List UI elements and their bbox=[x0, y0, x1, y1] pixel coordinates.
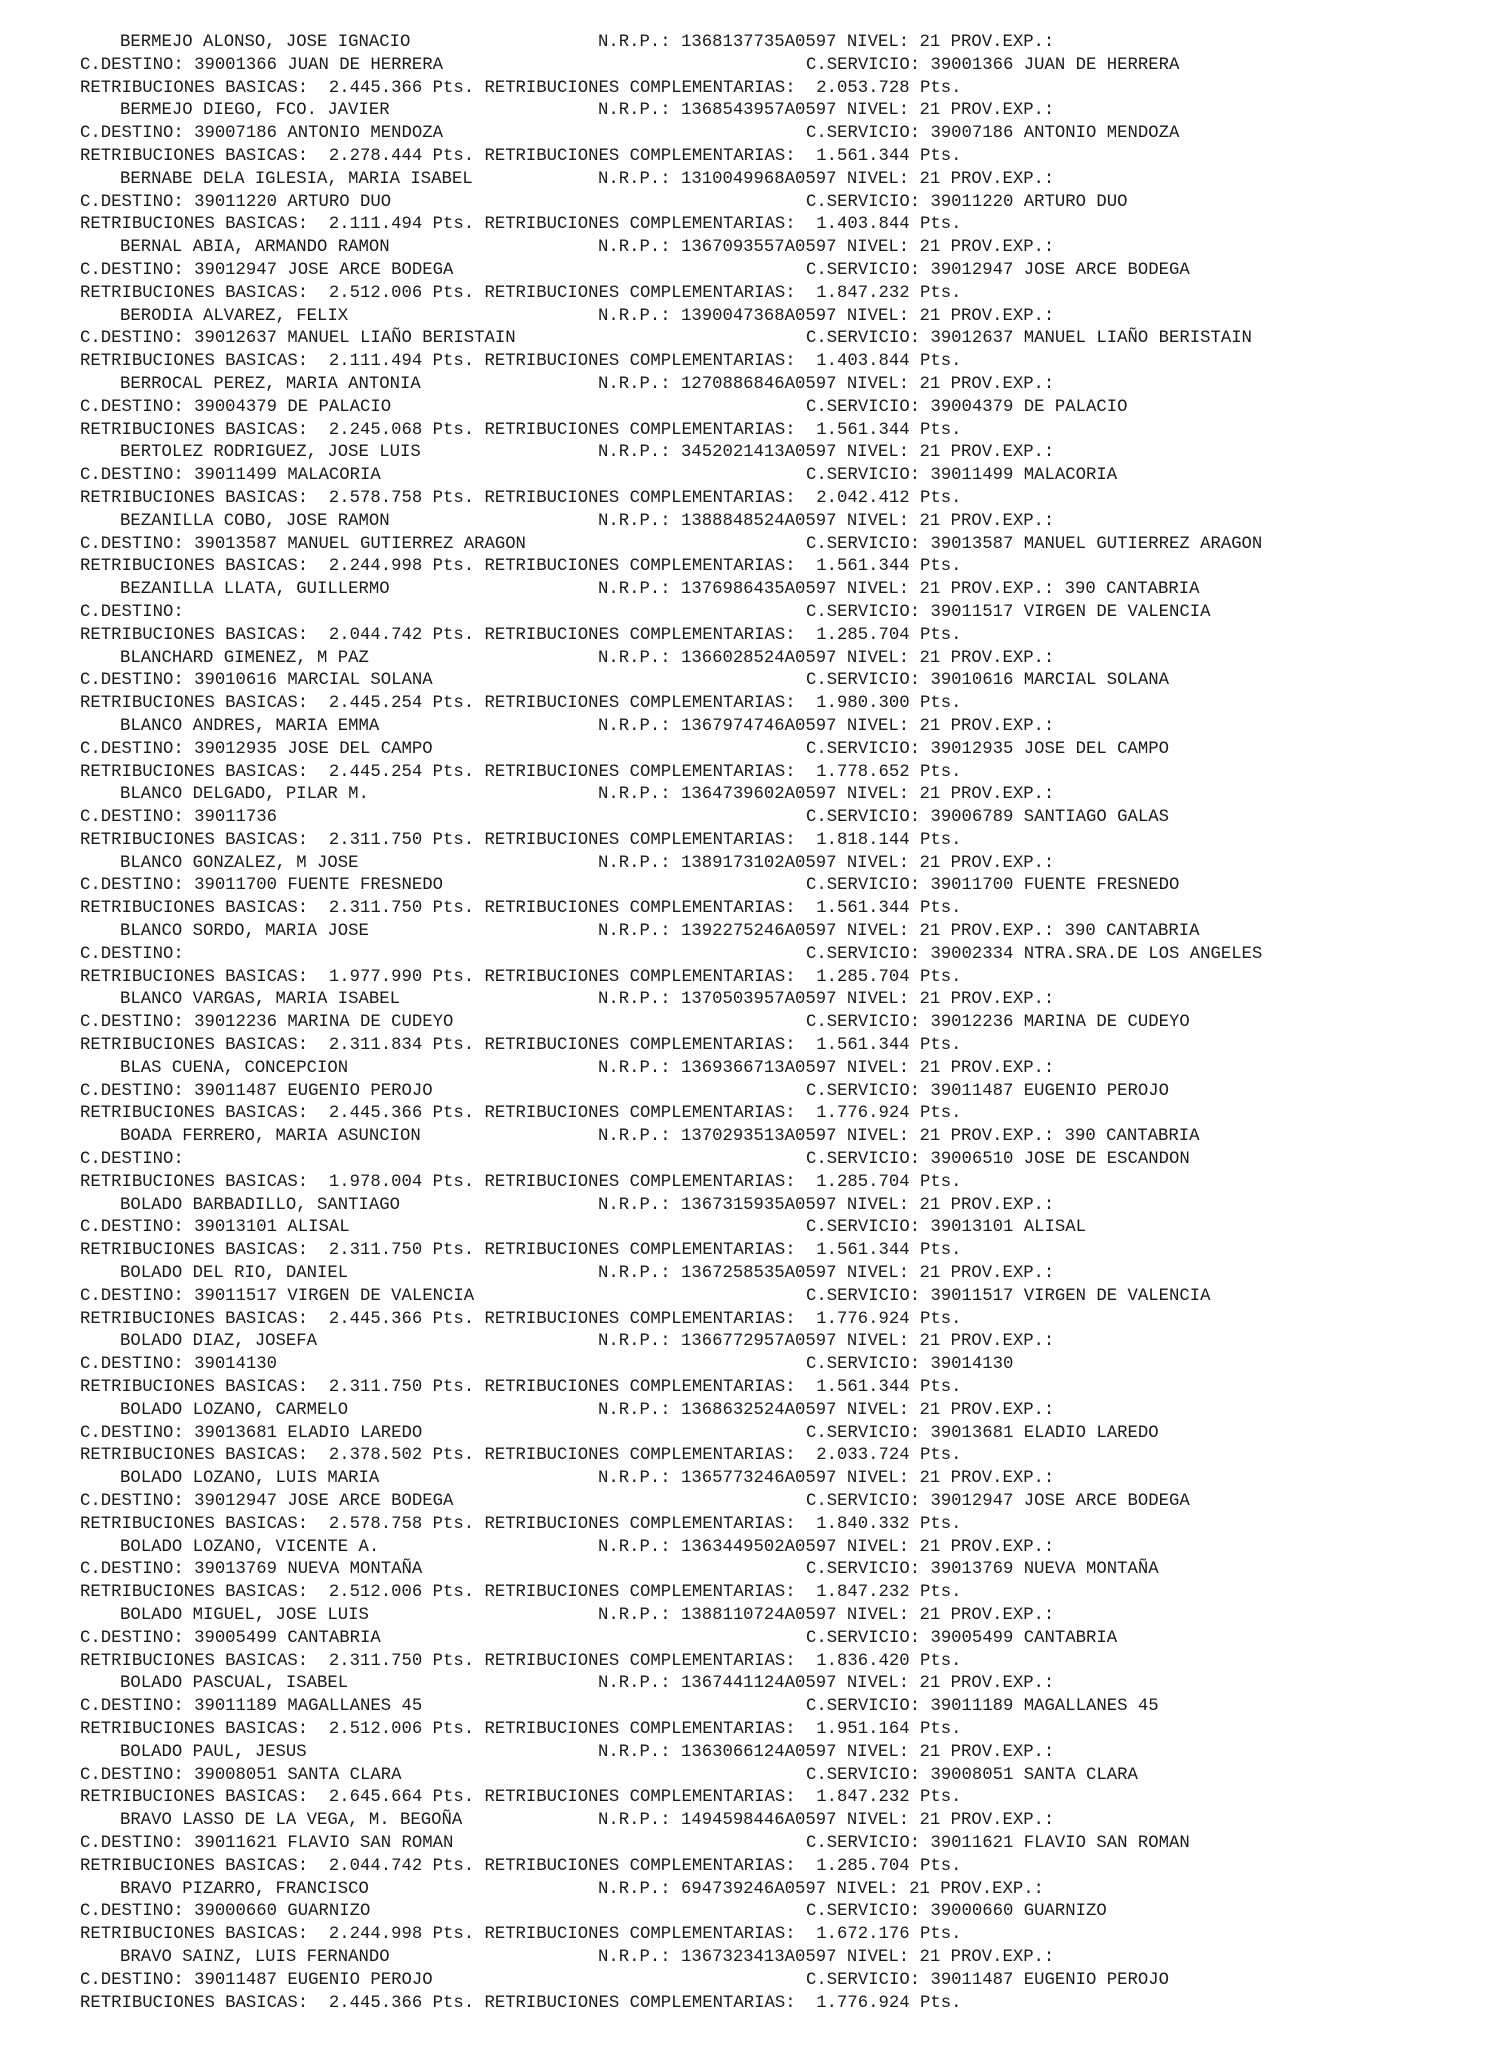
record bbox=[0, 1195, 1504, 1263]
servicio: C.SERVICIO: 39014130 bbox=[806, 1355, 1014, 1375]
record-centre-line bbox=[0, 1149, 1504, 1172]
record-pay-line bbox=[0, 1582, 1504, 1605]
servicio: C.SERVICIO: 39010616 MARCIAL SOLANA bbox=[806, 671, 1169, 691]
record-header-line bbox=[0, 1400, 1504, 1423]
employee-name: BERNABE DELA IGLESIA, MARIA ISABEL bbox=[120, 169, 473, 189]
record bbox=[0, 1810, 1504, 1878]
record-pay-line bbox=[0, 1924, 1504, 1947]
record-centre-line bbox=[0, 534, 1504, 557]
record-centre-line bbox=[0, 55, 1504, 78]
record-header-line bbox=[0, 1742, 1504, 1765]
destino: C.DESTINO: 39011736 bbox=[80, 808, 278, 828]
servicio: C.SERVICIO: 39006789 SANTIAGO GALAS bbox=[806, 808, 1169, 828]
record-centre-line bbox=[0, 1970, 1504, 1993]
employee-name: BOLADO LOZANO, VICENTE A. bbox=[120, 1537, 380, 1557]
record-header-line bbox=[0, 648, 1504, 671]
retribuciones: RETRIBUCIONES BASICAS: 2.645.664 Pts. RETRIBUCIONES COMPLEMENTARIAS: 1.847.232 Pts. bbox=[80, 1788, 962, 1808]
record bbox=[0, 1331, 1504, 1399]
record-centre-line bbox=[0, 1012, 1504, 1035]
record-pay-line bbox=[0, 78, 1504, 101]
record bbox=[0, 1468, 1504, 1536]
nrp-nivel-prov: N.R.P.: 694739246A0597 NIVEL: 21 PROV.EXP.: bbox=[598, 1879, 1044, 1899]
employee-name: BLANCO VARGAS, MARIA ISABEL bbox=[120, 990, 401, 1010]
record-pay-line bbox=[0, 420, 1504, 443]
record-centre-line bbox=[0, 1696, 1504, 1719]
employee-name: BERMEJO DIEGO, FCO. JAVIER bbox=[120, 101, 390, 121]
record-centre-line bbox=[0, 602, 1504, 625]
record-centre-line bbox=[0, 807, 1504, 830]
record-header-line bbox=[0, 237, 1504, 260]
record-centre-line bbox=[0, 1765, 1504, 1788]
record-header-line bbox=[0, 1605, 1504, 1628]
employee-name: BOLADO PAUL, JESUS bbox=[120, 1742, 307, 1762]
employee-name: BOLADO DIAZ, JOSEFA bbox=[120, 1332, 318, 1352]
record bbox=[0, 1605, 1504, 1673]
record bbox=[0, 237, 1504, 305]
employee-name: BLANCO SORDO, MARIA JOSE bbox=[120, 922, 369, 942]
servicio: C.SERVICIO: 39011517 VIRGEN DE VALENCIA bbox=[806, 602, 1211, 622]
record-header-line bbox=[0, 100, 1504, 123]
destino: C.DESTINO: 39011487 EUGENIO PEROJO bbox=[80, 1081, 433, 1101]
record-centre-line bbox=[0, 123, 1504, 146]
nrp-nivel-prov: N.R.P.: 1370503957A0597 NIVEL: 21 PROV.EXP.: bbox=[598, 990, 1055, 1010]
employee-name: BLANCO ANDRES, MARIA EMMA bbox=[120, 716, 380, 736]
record-centre-line bbox=[0, 944, 1504, 967]
employee-name: BOLADO LOZANO, LUIS MARIA bbox=[120, 1469, 380, 1489]
servicio: C.SERVICIO: 39012236 MARINA DE CUDEYO bbox=[806, 1013, 1190, 1033]
nrp-nivel-prov: N.R.P.: 1370293513A0597 NIVEL: 21 PROV.EXP.: 390 CANTABRIA bbox=[598, 1127, 1200, 1147]
servicio: C.SERVICIO: 39012947 JOSE ARCE BODEGA bbox=[806, 260, 1190, 280]
record-centre-line bbox=[0, 1217, 1504, 1240]
servicio: C.SERVICIO: 39006510 JOSE DE ESCANDON bbox=[806, 1150, 1190, 1170]
retribuciones: RETRIBUCIONES BASICAS: 2.044.742 Pts. RETRIBUCIONES COMPLEMENTARIAS: 1.285.704 Pts. bbox=[80, 1856, 962, 1876]
record-pay-line bbox=[0, 1172, 1504, 1195]
nrp-nivel-prov: N.R.P.: 1363066124A0597 NIVEL: 21 PROV.EXP.: bbox=[598, 1742, 1055, 1762]
destino: C.DESTINO: 39012947 JOSE ARCE BODEGA bbox=[80, 1492, 454, 1511]
record-centre-line bbox=[0, 1901, 1504, 1924]
servicio: C.SERVICIO: 39013681 ELADIO LAREDO bbox=[806, 1423, 1159, 1443]
destino: C.DESTINO: bbox=[80, 602, 184, 622]
record-centre-line bbox=[0, 1286, 1504, 1309]
retribuciones: RETRIBUCIONES BASICAS: 2.578.758 Pts. RETRIBUCIONES COMPLEMENTARIAS: 2.042.412 Pts. bbox=[80, 488, 962, 508]
nrp-nivel-prov: N.R.P.: 1364739602A0597 NIVEL: 21 PROV.EXP.: bbox=[598, 785, 1055, 805]
destino: C.DESTINO: 39001366 JUAN DE HERRERA bbox=[80, 55, 443, 75]
retribuciones: RETRIBUCIONES BASICAS: 2.445.366 Pts. RETRIBUCIONES COMPLEMENTARIAS: 2.053.728 Pts. bbox=[80, 78, 962, 98]
employee-name: BLANCO GONZALEZ, M JOSE bbox=[120, 853, 359, 873]
record bbox=[0, 1742, 1504, 1810]
record-header-line bbox=[0, 921, 1504, 944]
destino: C.DESTINO: 39011499 MALACORIA bbox=[80, 466, 381, 486]
employee-name: BEZANILLA LLATA, GUILLERMO bbox=[120, 580, 390, 600]
record-header-line bbox=[0, 1673, 1504, 1696]
nrp-nivel-prov: N.R.P.: 1388110724A0597 NIVEL: 21 PROV.EXP.: bbox=[598, 1605, 1055, 1625]
record bbox=[0, 1058, 1504, 1126]
retribuciones: RETRIBUCIONES BASICAS: 2.245.068 Pts. RETRIBUCIONES COMPLEMENTARIAS: 1.561.344 Pts. bbox=[80, 420, 962, 440]
nrp-nivel-prov: N.R.P.: 1494598446A0597 NIVEL: 21 PROV.EXP.: bbox=[598, 1811, 1055, 1831]
nrp-nivel-prov: N.R.P.: 1366028524A0597 NIVEL: 21 PROV.EXP.: bbox=[598, 648, 1055, 668]
record-header-line bbox=[0, 1195, 1504, 1218]
record bbox=[0, 169, 1504, 237]
record-pay-line bbox=[0, 1445, 1504, 1468]
destino: C.DESTINO: 39011621 FLAVIO SAN ROMAN bbox=[80, 1833, 454, 1853]
servicio: C.SERVICIO: 39001366 JUAN DE HERRERA bbox=[806, 55, 1180, 75]
record-pay-line bbox=[0, 1993, 1504, 2016]
employee-name: BLAS CUENA, CONCEPCION bbox=[120, 1058, 349, 1078]
retribuciones: RETRIBUCIONES BASICAS: 2.512.006 Pts. RETRIBUCIONES COMPLEMENTARIAS: 1.847.232 Pts. bbox=[80, 283, 962, 303]
record bbox=[0, 853, 1504, 921]
employee-name: BOADA FERRERO, MARIA ASUNCION bbox=[120, 1127, 421, 1147]
servicio: C.SERVICIO: 39013101 ALISAL bbox=[806, 1218, 1087, 1238]
retribuciones: RETRIBUCIONES BASICAS: 1.977.990 Pts. RETRIBUCIONES COMPLEMENTARIAS: 1.285.704 Pts. bbox=[80, 967, 962, 987]
nrp-nivel-prov: N.R.P.: 1389173102A0597 NIVEL: 21 PROV.EXP.: bbox=[598, 853, 1055, 873]
retribuciones: RETRIBUCIONES BASICAS: 2.445.366 Pts. RETRIBUCIONES COMPLEMENTARIAS: 1.776.924 Pts. bbox=[80, 1993, 962, 2013]
destino: C.DESTINO: 39013769 NUEVA MONTAÑA bbox=[80, 1560, 423, 1580]
record-centre-line bbox=[0, 1423, 1504, 1446]
destino: C.DESTINO: 39004379 DE PALACIO bbox=[80, 397, 392, 417]
nrp-nivel-prov: N.R.P.: 1368543957A0597 NIVEL: 21 PROV.EXP.: bbox=[598, 101, 1055, 121]
record-header-line bbox=[0, 1947, 1504, 1970]
servicio: C.SERVICIO: 39012947 JOSE ARCE BODEGA bbox=[806, 1492, 1190, 1511]
destino: C.DESTINO: 39011220 ARTURO DUO bbox=[80, 192, 392, 212]
record-header-line bbox=[0, 306, 1504, 329]
record bbox=[0, 989, 1504, 1057]
record-header-line bbox=[0, 853, 1504, 876]
servicio: C.SERVICIO: 39000660 GUARNIZO bbox=[806, 1902, 1107, 1922]
record bbox=[0, 921, 1504, 989]
record-header-line bbox=[0, 1810, 1504, 1833]
retribuciones: RETRIBUCIONES BASICAS: 2.311.750 Pts. RETRIBUCIONES COMPLEMENTARIAS: 1.836.420 Pts. bbox=[80, 1651, 962, 1671]
servicio: C.SERVICIO: 39013769 NUEVA MONTAÑA bbox=[806, 1560, 1159, 1580]
record-pay-line bbox=[0, 1377, 1504, 1400]
destino: C.DESTINO: 39007186 ANTONIO MENDOZA bbox=[80, 124, 443, 144]
record-centre-line bbox=[0, 465, 1504, 488]
destino: C.DESTINO: 39012637 MANUEL LIAÑO BERISTAIN bbox=[80, 329, 516, 349]
record-pay-line bbox=[0, 1787, 1504, 1810]
destino: C.DESTINO: 39000660 GUARNIZO bbox=[80, 1902, 371, 1922]
employee-name: BERNAL ABIA, ARMANDO RAMON bbox=[120, 238, 390, 258]
employee-name: BOLADO DEL RIO, DANIEL bbox=[120, 1264, 349, 1284]
record-centre-line bbox=[0, 260, 1504, 283]
destino: C.DESTINO: 39011487 EUGENIO PEROJO bbox=[80, 1970, 433, 1990]
servicio: C.SERVICIO: 39011220 ARTURO DUO bbox=[806, 192, 1128, 212]
retribuciones: RETRIBUCIONES BASICAS: 2.445.254 Pts. RETRIBUCIONES COMPLEMENTARIAS: 1.778.652 Pts. bbox=[80, 762, 962, 782]
retribuciones: RETRIBUCIONES BASICAS: 2.311.750 Pts. RETRIBUCIONES COMPLEMENTARIAS: 1.561.344 Pts. bbox=[80, 1378, 962, 1398]
record-pay-line bbox=[0, 214, 1504, 237]
servicio: C.SERVICIO: 39013587 MANUEL GUTIERREZ ARAGON bbox=[806, 534, 1263, 554]
nrp-nivel-prov: N.R.P.: 1367093557A0597 NIVEL: 21 PROV.EXP.: bbox=[598, 238, 1055, 258]
record-centre-line bbox=[0, 1559, 1504, 1582]
retribuciones: RETRIBUCIONES BASICAS: 2.512.006 Pts. RETRIBUCIONES COMPLEMENTARIAS: 1.951.164 Pts. bbox=[80, 1719, 962, 1739]
record bbox=[0, 100, 1504, 168]
record-pay-line bbox=[0, 967, 1504, 990]
nrp-nivel-prov: N.R.P.: 1368137735A0597 NIVEL: 21 PROV.EXP.: bbox=[598, 33, 1055, 52]
employee-name: BOLADO MIGUEL, JOSE LUIS bbox=[120, 1605, 369, 1625]
nrp-nivel-prov: N.R.P.: 1365773246A0597 NIVEL: 21 PROV.EXP.: bbox=[598, 1469, 1055, 1489]
nrp-nivel-prov: N.R.P.: 1366772957A0597 NIVEL: 21 PROV.EXP.: bbox=[598, 1332, 1055, 1352]
record-centre-line bbox=[0, 1354, 1504, 1377]
retribuciones: RETRIBUCIONES BASICAS: 2.311.750 Pts. RETRIBUCIONES COMPLEMENTARIAS: 1.818.144 Pts. bbox=[80, 830, 962, 850]
record-pay-line bbox=[0, 1309, 1504, 1332]
destino: C.DESTINO: bbox=[80, 944, 184, 964]
retribuciones: RETRIBUCIONES BASICAS: 2.445.366 Pts. RETRIBUCIONES COMPLEMENTARIAS: 1.776.924 Pts. bbox=[80, 1104, 962, 1124]
servicio: C.SERVICIO: 39011700 FUENTE FRESNEDO bbox=[806, 876, 1180, 896]
retribuciones: RETRIBUCIONES BASICAS: 2.578.758 Pts. RETRIBUCIONES COMPLEMENTARIAS: 1.840.332 Pts. bbox=[80, 1514, 962, 1534]
record-centre-line bbox=[0, 739, 1504, 762]
record-header-line bbox=[0, 579, 1504, 602]
destino: C.DESTINO: bbox=[80, 1150, 184, 1170]
record-header-line bbox=[0, 1263, 1504, 1286]
servicio: C.SERVICIO: 39011621 FLAVIO SAN ROMAN bbox=[806, 1833, 1190, 1853]
employee-name: BRAVO LASSO DE LA VEGA, M. BEGOÑA bbox=[120, 1811, 463, 1831]
servicio: C.SERVICIO: 39011487 EUGENIO PEROJO bbox=[806, 1081, 1169, 1101]
employee-name: BRAVO PIZARRO, FRANCISCO bbox=[120, 1879, 369, 1899]
nrp-nivel-prov: N.R.P.: 1367323413A0597 NIVEL: 21 PROV.EXP.: bbox=[598, 1947, 1055, 1967]
employee-name: BERODIA ALVAREZ, FELIX bbox=[120, 306, 349, 326]
servicio: C.SERVICIO: 39011499 MALACORIA bbox=[806, 466, 1118, 486]
destino: C.DESTINO: 39013587 MANUEL GUTIERREZ ARAGON bbox=[80, 534, 526, 554]
employee-name: BOLADO BARBADILLO, SANTIAGO bbox=[120, 1195, 401, 1215]
record-header-line bbox=[0, 989, 1504, 1012]
record bbox=[0, 306, 1504, 374]
record-header-line bbox=[0, 1126, 1504, 1149]
record-pay-line bbox=[0, 351, 1504, 374]
nrp-nivel-prov: N.R.P.: 1367315935A0597 NIVEL: 21 PROV.EXP.: bbox=[598, 1195, 1055, 1215]
record-centre-line bbox=[0, 192, 1504, 215]
nrp-nivel-prov: N.R.P.: 1392275246A0597 NIVEL: 21 PROV.EXP.: 390 CANTABRIA bbox=[598, 922, 1200, 942]
destino: C.DESTINO: 39013681 ELADIO LAREDO bbox=[80, 1423, 423, 1443]
record bbox=[0, 1400, 1504, 1468]
servicio: C.SERVICIO: 39012637 MANUEL LIAÑO BERISTAIN bbox=[806, 329, 1252, 349]
record-centre-line bbox=[0, 670, 1504, 693]
destino: C.DESTINO: 39005499 CANTABRIA bbox=[80, 1628, 381, 1648]
employee-name: BEZANILLA COBO, JOSE RAMON bbox=[120, 511, 390, 531]
servicio: C.SERVICIO: 39002334 NTRA.SRA.DE LOS ANGELES bbox=[806, 944, 1263, 964]
record-centre-line bbox=[0, 1491, 1504, 1514]
record-centre-line bbox=[0, 328, 1504, 351]
destino: C.DESTINO: 39011700 FUENTE FRESNEDO bbox=[80, 876, 443, 896]
retribuciones: RETRIBUCIONES BASICAS: 2.111.494 Pts. RETRIBUCIONES COMPLEMENTARIAS: 1.403.844 Pts. bbox=[80, 352, 962, 372]
record-pay-line bbox=[0, 1651, 1504, 1674]
servicio: C.SERVICIO: 39004379 DE PALACIO bbox=[806, 397, 1128, 417]
servicio: C.SERVICIO: 39008051 SANTA CLARA bbox=[806, 1765, 1138, 1785]
record bbox=[0, 579, 1504, 647]
employee-name: BERMEJO ALONSO, JOSE IGNACIO bbox=[120, 33, 411, 52]
employee-name: BOLADO LOZANO, CARMELO bbox=[120, 1400, 349, 1420]
record bbox=[0, 32, 1504, 100]
record-pay-line bbox=[0, 1103, 1504, 1126]
retribuciones: RETRIBUCIONES BASICAS: 2.311.750 Pts. RETRIBUCIONES COMPLEMENTARIAS: 1.561.344 Pts. bbox=[80, 1241, 962, 1261]
servicio: C.SERVICIO: 39012935 JOSE DEL CAMPO bbox=[806, 739, 1169, 759]
retribuciones: RETRIBUCIONES BASICAS: 2.244.998 Pts. RETRIBUCIONES COMPLEMENTARIAS: 1.561.344 Pts. bbox=[80, 557, 962, 577]
employee-name: BLANCHARD GIMENEZ, M PAZ bbox=[120, 648, 369, 668]
destino: C.DESTINO: 39008051 SANTA CLARA bbox=[80, 1765, 402, 1785]
retribuciones: RETRIBUCIONES BASICAS: 2.311.834 Pts. RETRIBUCIONES COMPLEMENTARIAS: 1.561.344 Pts. bbox=[80, 1036, 962, 1056]
nrp-nivel-prov: N.R.P.: 1367441124A0597 NIVEL: 21 PROV.EXP.: bbox=[598, 1674, 1055, 1694]
retribuciones: RETRIBUCIONES BASICAS: 1.978.004 Pts. RETRIBUCIONES COMPLEMENTARIAS: 1.285.704 Pts. bbox=[80, 1172, 962, 1192]
record-header-line bbox=[0, 784, 1504, 807]
record-header-line bbox=[0, 1879, 1504, 1902]
record-centre-line bbox=[0, 875, 1504, 898]
record-pay-line bbox=[0, 1514, 1504, 1537]
servicio: C.SERVICIO: 39007186 ANTONIO MENDOZA bbox=[806, 124, 1180, 144]
retribuciones: RETRIBUCIONES BASICAS: 2.278.444 Pts. RETRIBUCIONES COMPLEMENTARIAS: 1.561.344 Pts. bbox=[80, 146, 962, 166]
servicio: C.SERVICIO: 39011517 VIRGEN DE VALENCIA bbox=[806, 1286, 1211, 1306]
record-header-line bbox=[0, 1537, 1504, 1560]
record-pay-line bbox=[0, 1719, 1504, 1742]
nrp-nivel-prov: N.R.P.: 1367974746A0597 NIVEL: 21 PROV.EXP.: bbox=[598, 716, 1055, 736]
document-body bbox=[0, 32, 1504, 2015]
nrp-nivel-prov: N.R.P.: 3452021413A0597 NIVEL: 21 PROV.EXP.: bbox=[598, 443, 1055, 463]
record bbox=[0, 716, 1504, 784]
record bbox=[0, 511, 1504, 579]
record-header-line bbox=[0, 374, 1504, 397]
record-pay-line bbox=[0, 146, 1504, 169]
record-pay-line bbox=[0, 1240, 1504, 1263]
record bbox=[0, 1947, 1504, 2015]
nrp-nivel-prov: N.R.P.: 1388848524A0597 NIVEL: 21 PROV.EXP.: bbox=[598, 511, 1055, 531]
record bbox=[0, 1263, 1504, 1331]
record bbox=[0, 374, 1504, 442]
record bbox=[0, 442, 1504, 510]
record-header-line bbox=[0, 1331, 1504, 1354]
retribuciones: RETRIBUCIONES BASICAS: 2.111.494 Pts. RETRIBUCIONES COMPLEMENTARIAS: 1.403.844 Pts. bbox=[80, 215, 962, 235]
record-pay-line bbox=[0, 762, 1504, 785]
record bbox=[0, 784, 1504, 852]
nrp-nivel-prov: N.R.P.: 1368632524A0597 NIVEL: 21 PROV.EXP.: bbox=[598, 1400, 1055, 1420]
record-header-line bbox=[0, 442, 1504, 465]
record-centre-line bbox=[0, 397, 1504, 420]
record-header-line bbox=[0, 716, 1504, 739]
destino: C.DESTINO: 39014130 bbox=[80, 1355, 278, 1375]
record-pay-line bbox=[0, 1035, 1504, 1058]
record-centre-line bbox=[0, 1833, 1504, 1856]
nrp-nivel-prov: N.R.P.: 1367258535A0597 NIVEL: 21 PROV.EXP.: bbox=[598, 1264, 1055, 1284]
record bbox=[0, 1673, 1504, 1741]
record-centre-line bbox=[0, 1628, 1504, 1651]
record-pay-line bbox=[0, 1856, 1504, 1879]
record-header-line bbox=[0, 32, 1504, 55]
destino: C.DESTINO: 39013101 ALISAL bbox=[80, 1218, 350, 1238]
retribuciones: RETRIBUCIONES BASICAS: 2.512.006 Pts. RETRIBUCIONES COMPLEMENTARIAS: 1.847.232 Pts. bbox=[80, 1583, 962, 1603]
employee-name: BERROCAL PEREZ, MARIA ANTONIA bbox=[120, 374, 421, 394]
nrp-nivel-prov: N.R.P.: 1363449502A0597 NIVEL: 21 PROV.EXP.: bbox=[598, 1537, 1055, 1557]
record-pay-line bbox=[0, 625, 1504, 648]
record-centre-line bbox=[0, 1081, 1504, 1104]
nrp-nivel-prov: N.R.P.: 1270886846A0597 NIVEL: 21 PROV.EXP.: bbox=[598, 374, 1055, 394]
destino: C.DESTINO: 39012236 MARINA DE CUDEYO bbox=[80, 1013, 454, 1033]
destino: C.DESTINO: 39011517 VIRGEN DE VALENCIA bbox=[80, 1286, 475, 1306]
record bbox=[0, 1537, 1504, 1605]
nrp-nivel-prov: N.R.P.: 1310049968A0597 NIVEL: 21 PROV.EXP.: bbox=[598, 169, 1055, 189]
employee-name: BLANCO DELGADO, PILAR M. bbox=[120, 785, 369, 805]
record-pay-line bbox=[0, 830, 1504, 853]
record-header-line bbox=[0, 511, 1504, 534]
servicio: C.SERVICIO: 39011189 MAGALLANES 45 bbox=[806, 1697, 1159, 1717]
record-header-line bbox=[0, 1058, 1504, 1081]
servicio: C.SERVICIO: 39005499 CANTABRIA bbox=[806, 1628, 1118, 1648]
record-header-line bbox=[0, 169, 1504, 192]
servicio: C.SERVICIO: 39011487 EUGENIO PEROJO bbox=[806, 1970, 1169, 1990]
destino: C.DESTINO: 39010616 MARCIAL SOLANA bbox=[80, 671, 433, 691]
record bbox=[0, 1879, 1504, 1947]
record-header-line bbox=[0, 1468, 1504, 1491]
retribuciones: RETRIBUCIONES BASICAS: 2.044.742 Pts. RETRIBUCIONES COMPLEMENTARIAS: 1.285.704 Pts. bbox=[80, 625, 962, 645]
record-pay-line bbox=[0, 556, 1504, 579]
record bbox=[0, 648, 1504, 716]
retribuciones: RETRIBUCIONES BASICAS: 2.311.750 Pts. RETRIBUCIONES COMPLEMENTARIAS: 1.561.344 Pts. bbox=[80, 899, 962, 919]
nrp-nivel-prov: N.R.P.: 1369366713A0597 NIVEL: 21 PROV.EXP.: bbox=[598, 1058, 1055, 1078]
retribuciones: RETRIBUCIONES BASICAS: 2.445.254 Pts. RETRIBUCIONES COMPLEMENTARIAS: 1.980.300 Pts. bbox=[80, 694, 962, 714]
employee-name: BERTOLEZ RODRIGUEZ, JOSE LUIS bbox=[120, 443, 421, 463]
employee-name: BOLADO PASCUAL, ISABEL bbox=[120, 1674, 349, 1694]
destino: C.DESTINO: 39011189 MAGALLANES 45 bbox=[80, 1697, 423, 1717]
retribuciones: RETRIBUCIONES BASICAS: 2.378.502 Pts. RETRIBUCIONES COMPLEMENTARIAS: 2.033.724 Pts. bbox=[80, 1446, 962, 1466]
destino: C.DESTINO: 39012947 JOSE ARCE BODEGA bbox=[80, 260, 454, 280]
record-pay-line bbox=[0, 898, 1504, 921]
retribuciones: RETRIBUCIONES BASICAS: 2.445.366 Pts. RETRIBUCIONES COMPLEMENTARIAS: 1.776.924 Pts. bbox=[80, 1309, 962, 1329]
record-pay-line bbox=[0, 283, 1504, 306]
nrp-nivel-prov: N.R.P.: 1376986435A0597 NIVEL: 21 PROV.EXP.: 390 CANTABRIA bbox=[598, 580, 1200, 600]
retribuciones: RETRIBUCIONES BASICAS: 2.244.998 Pts. RETRIBUCIONES COMPLEMENTARIAS: 1.672.176 Pts. bbox=[80, 1925, 962, 1945]
record-pay-line bbox=[0, 693, 1504, 716]
record bbox=[0, 1126, 1504, 1194]
nrp-nivel-prov: N.R.P.: 1390047368A0597 NIVEL: 21 PROV.EXP.: bbox=[598, 306, 1055, 326]
destino: C.DESTINO: 39012935 JOSE DEL CAMPO bbox=[80, 739, 433, 759]
employee-name: BRAVO SAINZ, LUIS FERNANDO bbox=[120, 1947, 390, 1967]
record-pay-line bbox=[0, 488, 1504, 511]
